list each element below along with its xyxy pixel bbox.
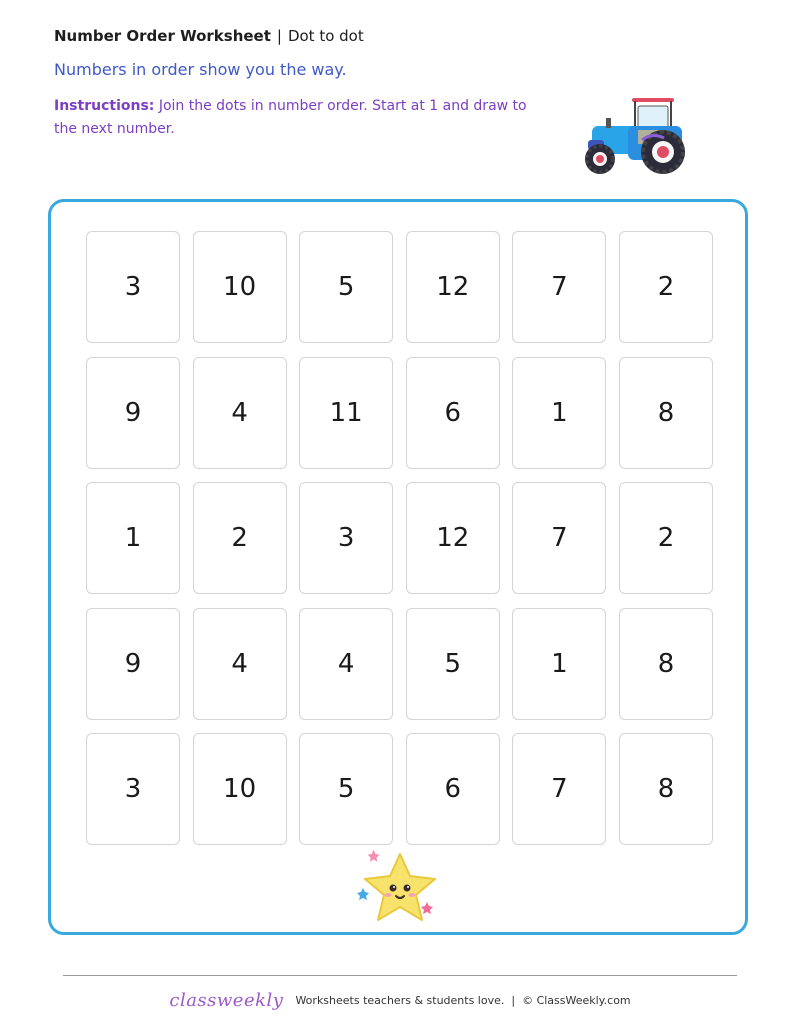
worksheet-title xyxy=(54,25,364,47)
smiling-star-illustration xyxy=(355,848,445,928)
footer-tagline: Worksheets teachers & students love. xyxy=(295,994,505,1007)
number-cell[interactable]: 5 xyxy=(299,231,393,343)
number-cell[interactable]: 2 xyxy=(619,231,713,343)
number-cell[interactable]: 4 xyxy=(193,608,287,720)
number-cell[interactable]: 6 xyxy=(406,733,500,845)
number-cell[interactable]: 12 xyxy=(406,482,500,594)
number-cell[interactable]: 9 xyxy=(86,608,180,720)
number-cell[interactable]: 12 xyxy=(406,231,500,343)
number-grid xyxy=(86,231,713,845)
footer xyxy=(0,990,800,1011)
instructions xyxy=(54,95,554,141)
number-cell[interactable]: 6 xyxy=(406,357,500,469)
number-cell[interactable]: 4 xyxy=(299,608,393,720)
number-cell[interactable]: 8 xyxy=(619,608,713,720)
number-cell[interactable]: 7 xyxy=(512,231,606,343)
title-tag: Dot to dot xyxy=(287,27,364,45)
number-cell[interactable]: 4 xyxy=(193,357,287,469)
instructions-text: Join the dots in number order. Start at 1 and draw to the next number. xyxy=(54,98,527,137)
tractor-illustration xyxy=(580,96,692,180)
brand-logo: classweekly xyxy=(169,990,284,1011)
number-cell[interactable]: 5 xyxy=(299,733,393,845)
title-text: Number Order Worksheet xyxy=(54,27,271,45)
number-cell[interactable]: 5 xyxy=(406,608,500,720)
number-cell[interactable]: 3 xyxy=(86,231,180,343)
number-cell[interactable]: 1 xyxy=(512,608,606,720)
number-cell[interactable]: 1 xyxy=(512,357,606,469)
number-cell[interactable]: 3 xyxy=(86,733,180,845)
number-cell[interactable]: 11 xyxy=(299,357,393,469)
number-cell[interactable]: 8 xyxy=(619,733,713,845)
number-cell[interactable]: 8 xyxy=(619,357,713,469)
number-cell[interactable]: 9 xyxy=(86,357,180,469)
footer-divider-line xyxy=(63,975,737,976)
number-cell[interactable]: 3 xyxy=(299,482,393,594)
worksheet-subtitle: Numbers in order show you the way. xyxy=(54,60,347,79)
number-cell[interactable]: 7 xyxy=(512,733,606,845)
instructions-label: Instructions: xyxy=(54,98,155,114)
number-cell[interactable]: 10 xyxy=(193,231,287,343)
number-cell[interactable]: 7 xyxy=(512,482,606,594)
number-cell[interactable]: 10 xyxy=(193,733,287,845)
number-cell[interactable]: 2 xyxy=(193,482,287,594)
footer-copyright: © ClassWeekly.com xyxy=(522,994,631,1007)
number-cell[interactable]: 2 xyxy=(619,482,713,594)
number-cell[interactable]: 1 xyxy=(86,482,180,594)
footer-divider: | xyxy=(511,994,516,1007)
title-separator: | xyxy=(276,27,282,45)
